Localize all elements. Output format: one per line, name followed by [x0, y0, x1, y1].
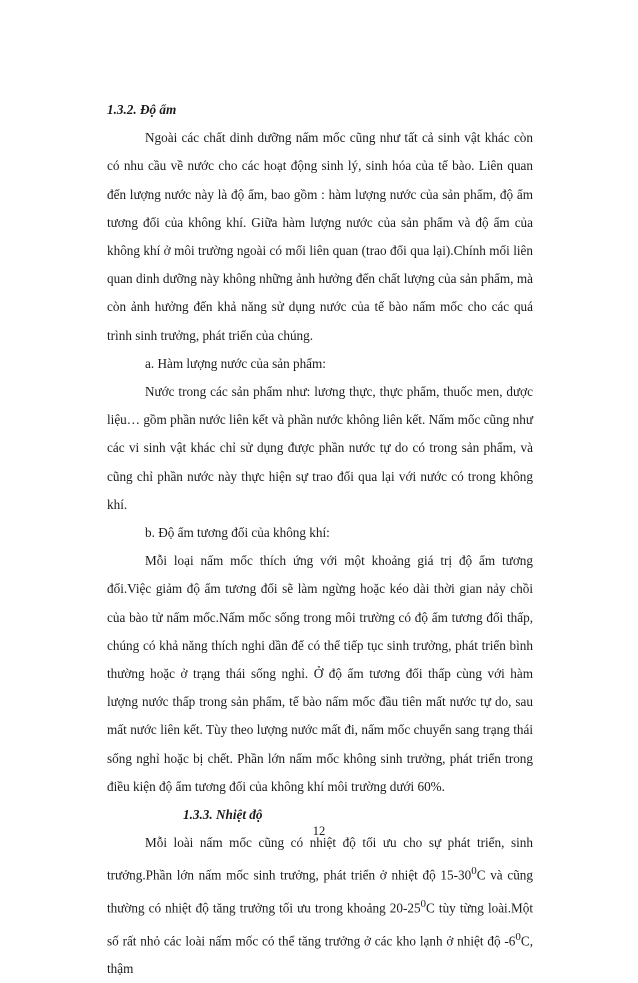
- subheading-air-humidity: b. Độ ẩm tương đối của không khí:: [145, 525, 330, 541]
- temp-text-3: C tùy từng loài.Một số rất nhỏ các loài nấm mốc có thể tăng trưởng ở các kho lạnh ở nhiệt độ -6: [107, 900, 533, 949]
- paragraph-temperature: [107, 829, 533, 983]
- temp-text-1: Mỗi loài nấm mốc cũng có nhiệt độ tối ưu cho sự phát triển, sinh trưởng.Phần lớn nấm mốc sinh trưởng, phát triển ở nhiệt độ 15-30: [107, 835, 533, 883]
- section-heading-temperature: 1.3.3. Nhiệt độ: [183, 807, 263, 823]
- subheading-product-water: a. Hàm lượng nước của sản phẩm:: [145, 355, 326, 371]
- page-number: 12: [312, 824, 326, 838]
- section-heading-humidity: 1.3.2. Độ ẩm: [107, 102, 177, 117]
- temp-superscript-1: 0: [471, 865, 477, 878]
- paragraph-humidity-intro: Ngoài các chất dinh dưỡng nấm mốc cũng như tất cả sinh vật khác còn có nhu cầu về nước cho các hoạt động sinh lý, sinh hóa của tế bào. Liên quan đến lượng nước này là độ ẩm, bao gồm : hàm lượng nước của sản phẩm, độ ẩm tương đối của không khí. Giữa hàm lượng nước của sản phẩm và độ ẩm của không khí ở môi trường ngoài có mối liên quan (trao đổi qua lại).Chính mối liên quan dinh dưỡng này không những ảnh hưởng đến chất lượng của sản phẩm, mà còn ảnh hưởng đến khả năng sử dụng nước của tế bào nấm mốc cho các quá trình sinh trưởng, phát triển của chúng.: [107, 130, 533, 343]
- paragraph-product-water: Nước trong các sản phẩm như: lương thực, thực phẩm, thuốc men, dược liệu… gồm phần nước liên kết và phần nước không liên kết. Nấm mốc cũng như các vi sinh vật khác chỉ sử dụng được phần nước tự do có trong sản phẩm, và cũng chỉ phần nước này thực hiện sự trao đổi qua lại với nước có trong không khí.: [107, 384, 533, 512]
- temp-text-2: C và cũng thường có nhiệt độ tăng trưởng tối ưu trong khoảng 20-25: [107, 867, 533, 916]
- paragraph-air-humidity: Mỗi loại nấm mốc thích ứng với một khoảng giá trị độ ẩm tương đối.Việc giảm độ ẩm tương đối sẽ làm ngừng hoặc kéo dài thời gian nảy chồi của bào tử nấm mốc.Nấm mốc sống trong môi trường có độ ẩm tương đối thấp, chúng có khả năng thích nghi dần để có thể tiếp tục sinh trưởng, phát triển bình thường hoặc ở trạng thái sống nghỉ. Ở độ ẩm tương đối thấp cùng với hàm lượng nước thấp trong sản phẩm, tế bào nấm mốc đầu tiên mất nước tự do, sau mất nước liên kết. Tùy theo lượng nước mất đi, nấm mốc chuyển sang trạng thái sống nghỉ hoặc bị chết. Phần lớn nấm mốc không sinh trưởng, phát triển trong điều kiện độ ẩm tương đối của không khí môi trường dưới 60%.: [107, 553, 533, 794]
- temp-superscript-2: 0: [420, 898, 427, 911]
- temp-superscript-3: 0: [515, 930, 521, 943]
- temp-text-4: C, thậm: [107, 933, 533, 977]
- document-page: [107, 96, 533, 983]
